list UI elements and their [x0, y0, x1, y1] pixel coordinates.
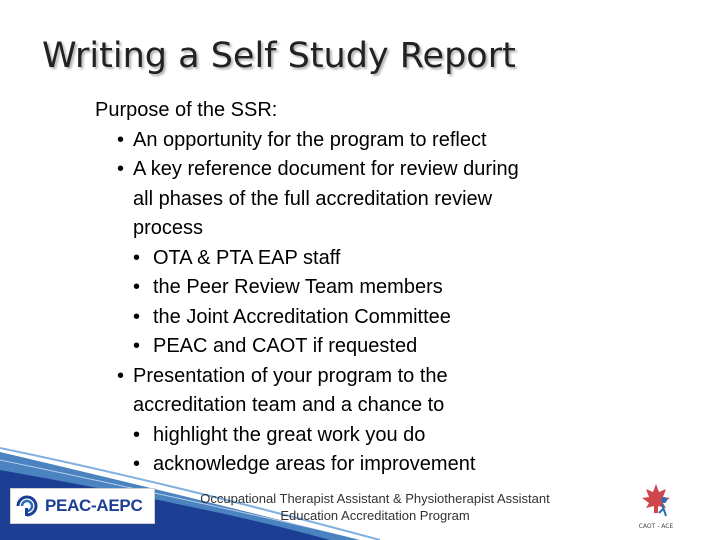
line-text: OTA & PTA EAP staff: [153, 246, 341, 269]
line-text: PEAC and CAOT if requested: [153, 335, 418, 357]
body-line: [95, 391, 615, 421]
bullet-item: [95, 155, 615, 185]
footer-line-1: Occupational Therapist Assistant & Physiotherapist Assistant: [200, 491, 550, 506]
body-line: [95, 185, 615, 215]
bullet-marker: •: [133, 246, 141, 269]
bullet-marker: •: [133, 305, 141, 328]
bullet-marker: •: [117, 364, 125, 387]
sub-bullet-item: [95, 244, 615, 274]
peac-logo-icon: [15, 494, 41, 518]
caot-logo-caption: CAOT - ACE: [638, 523, 674, 530]
line-text: Presentation of your program to the: [133, 364, 448, 387]
line-text: highlight the great work you do: [153, 423, 426, 446]
slide-title: Writing a Self Study Report: [42, 36, 516, 76]
caot-logo: [628, 480, 684, 532]
bullet-marker: •: [133, 276, 141, 298]
line-text: An opportunity for the program to reflect: [133, 128, 487, 151]
peac-logo-text: PEAC-AEPC: [45, 496, 143, 515]
bullet-marker: •: [133, 453, 141, 475]
body-line: [95, 214, 615, 244]
footer-program-name: [160, 490, 590, 524]
line-text: the Joint Accreditation Committee: [153, 305, 451, 328]
bullet-item: [95, 126, 615, 156]
bullet-item: [95, 362, 615, 392]
line-text: acknowledge areas for improvement: [153, 453, 476, 475]
line-text: the Peer Review Team members: [153, 276, 443, 298]
line-text: process: [133, 217, 204, 239]
bullet-marker: •: [133, 423, 141, 446]
sub-bullet-item: [95, 303, 615, 333]
line-text: A key reference document for review during: [133, 158, 519, 180]
line-text: Purpose of the SSR:: [95, 99, 278, 121]
footer-line-2: Education Accreditation Program: [280, 508, 470, 523]
bullet-marker: •: [117, 158, 125, 180]
slide-body: [95, 96, 615, 480]
bullet-marker: •: [117, 128, 125, 151]
line-text: all phases of the full accreditation review: [133, 187, 493, 210]
body-line: [95, 96, 615, 126]
sub-bullet-item: [95, 332, 615, 362]
peac-logo: [10, 488, 155, 524]
sub-bullet-item: [95, 273, 615, 303]
line-text: accreditation team and a chance to: [133, 394, 445, 416]
bullet-marker: •: [133, 335, 141, 357]
